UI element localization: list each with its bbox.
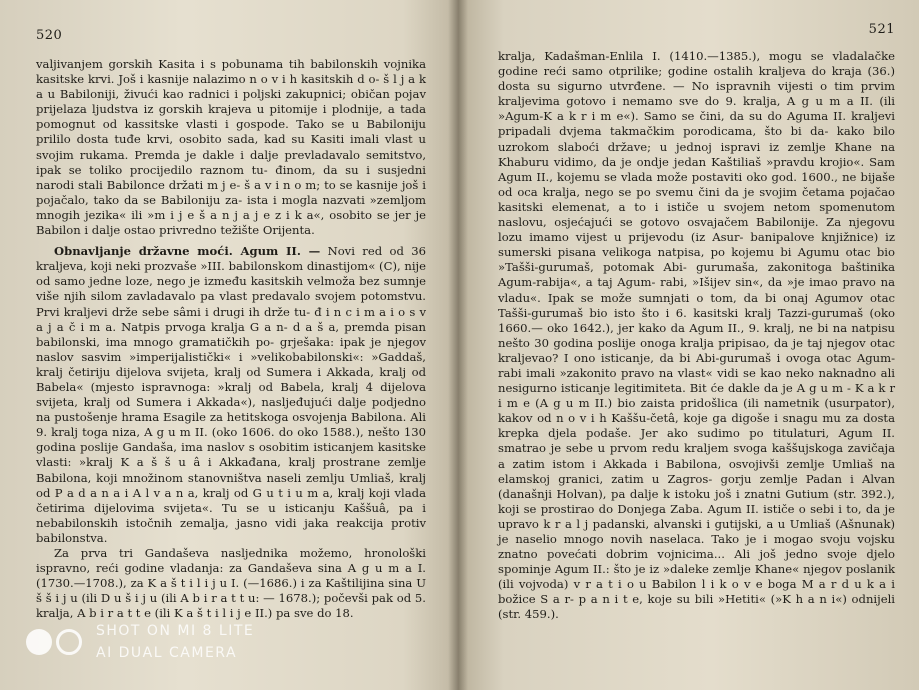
watermark-line-1: SHOT ON MI 8 LITE [96,623,255,639]
right-page-text [498,49,895,623]
page-number-left: 520 [36,28,63,43]
dual-camera-logo-icon [26,627,86,657]
paragraph: kralja, Kadašman-Enlila I. (1410.—1385.), mogu se vladalačke godine reći samo otprilike; godine ostalih kraljeva do kraja (36.) dosta su sigurno utvrđene. — No ispravnih vijesti o tim prvim kraljevima gotovo i nemamo sve do 9. kralja, A g u m a II. (ili »Agum-K a k r i m e«). Samo se čini, da su do Aguma II. kraljevi pripadali dvjema takmačkim porodicama, što bi da- kako bilo uzrokom slaboći države; u jednoj ispravi iz zemlje Khane na Khaburu vidimo, da je ondje jedan Kaštiliaš »pravdu krojio«. Sam Agum II., kojemu se vlada može postaviti oko god. 1600., ne bijaše od oca kralja, nego se po svemu čini da je svojim četama pojačao kasitski elemenat, a to i ističe u svojem netom spomenutom naslovu, osjećajući se gotovo osvajačem Babilonije. Za njegovu lozu imamo vijest u prijevodu (iz Asur- banipalove knjižnice) iz sumerski pisana velikoga natpisa, po kojemu bi Agumu otac bio »Tašši-gurumaš, potomak Abi- gurumaša, zakonitoga baštinika Agum-rabija«, a taj Agum- rabi, »Išijev sin«, da »je imao pravo na vladu«. Ipak se može sumnjati o tom, da bi onaj Agumov otac Tašši-gurumaš bio isto što i 6. kasitski kralj Tazzi-gurumaš (oko 1660.— oko 1642.), jer kako da Agum II., 9. kralj, ne bi na natpisu nešto 30 godina poslije onoga kralja pripisao, da je taj njegov otac kraljevao? I ono isticanje, da bi Abi-gurumaš i ovoga otac Agum-rabi imali »zakonito pravo na vlast« vidi se kao neko naknadno ali nesigurno isticanje legitimiteta. Bit će dakle da je A g u m - K a k r i m e (A g u m II.) bio zaista pridošlica (ili nametnik (usurpator), kakov od n o v i h Kaššu-četâ, koje ga digoše i snagu mu za dosta krepka djela podaše. Jer ako sudimo po titulaturi, Agum II. smatrao je sebe u prvom redu kraljem svoga kaššujskoga zavičaja a zatim istom i Akkada i Babilona, osvojivši zemlje Umliaš na elamskoj granici, zatim u Zagros- gorju zemlje Padan i Alvan (današnji Holvan), pa dalje k istoku još i znatni Gutium (str. 392.), koji se prostirao do Donjega Zaba. Agum II. ističe o sebi i to, da je upravo k r a l j padanski, alvanski i gutijski, a u Umliaš (Ašnunak) je naselio mnogo novih naselaca. Tako je i mogao svoju vojsku znatno povećati dobrim vojnicima... Ali još jedno svoje djelo spominje Agum II.: što je iz »daleke zemlje Khane« njegov poslanik (ili vojvoda) v r a t i o u Babilon l i k o v e boga M a r d u k a i božice S a r- p a n i t e, koje su bili »Hetiti« (»K h a n i«) odnijeli (str. 459.). [498,49,895,622]
watermark-text [96,620,254,664]
camera-watermark [26,620,254,664]
paragraph: Za prva tri Gandaševa nasljednika možemo, hronološki ispravno, reći godine vladanja: za Gandaševa sina A g u m a I. (1730.—1708.), za K a š t i l i j u I. (—1686.) i za Kaštilijina sina U š š i j u (ili D u š i j u (ili A b i r a t t u: — 1678.); počevši pak od 5. kralja, A b i r a t t e (ili K a š t i l i j e II.) pa sve do 18. [36,546,426,621]
section-title: Obnavljanje državne moći. Agum II. — [54,244,321,259]
left-page-text [36,57,426,621]
right-page [458,0,919,690]
watermark-line-2: AI DUAL CAMERA [96,645,238,661]
book-gutter [448,0,468,690]
left-page [0,0,458,690]
paragraph-body: Novi red od 36 kraljeva, koji neki prozvaše »III. babilonskom dinastijom« (C), nije od samo jedne loze, nego je između kasitskih velmoža bez sumnje više njih silom zavladavalo pa vlast predavalo svojem potomstvu. Prvi kraljevi drže sebe sâmi i drugi ih drže tu- đ i n c i m a i o s v a j a č i m a. Natpis prvoga kralja G a n- d a š a, premda pisan babilonski, ima mnogo gramatičkih po- grješaka: ipak je njegov naslov sasvim »imperijalistički« i »velikobabilonski«: »Gaddaš, kralj četiriju dijelova svijeta, kralj od Sumera i Akkada, kralj od Babela« (mjesto ispravnoga: »kralj od Babela, kralj 4 dijelova svijeta, kralj od Sumera i Akkada«), nasljeđujući dalje podjedno na pustošenje hrama Esagile za hetitskoga osvojenja Babilona. Ali 9. kralj toga niza, A g u m II. (oko 1606. do oko 1588.), nešto 130 godina poslije Gandaša, ima naslov s osobitim isticanjem kasitske vlasti: »kralj K a š š u â i Akkađana, kralj prostrane zemlje Babilona, koji množinom stanovništva naseli zemlju Umliaš, kralj od P a d a n a i A l v a n a, kralj od G u t i u m a, kralj koji vlada četirima dijelovima svijeta«. Tu se u isticanju Kaššuâ, pa i nebabilonskih istočnih zemalja, jasno vidi jaka reakcija protiv babilonstva. [36,244,427,545]
paragraph: valjivanjem gorskih Kasita i s pobunama tih babilonskih vojnika kasitske krvi. Još i kasnije nalazimo n o v i h kasitskih d o- š l j a k a u Babiloniji, živući kao radnici i poljski zakupnici; običan pojav prijelaza ljudstva iz gorskih krajeva u pitomije i plodnije, a tada pomognut od kassitske vlasti i gospode. Tako se u Babiloniju prililo dosta tuđe krvi, osobito sada, kad su Kasiti imali vlast u svojim rukama. Premda je dakle i dalje prevladavalo semitstvo, ipak se toliko procijedilo raznom tu- đinom, da su i susjedni narodi stali Babilonce držati m j e- š a v i n o m; to se kasnije još i pojačalo, tako da se Babiloniju za- ista i mogla nazvati »zemljom mnogih jezika« ili »m i j e š a n j a j e z i k a«, osobito se jer je Babilon i dalje ostao privredno težište Orijenta. [36,57,426,238]
paragraph-section [36,244,426,546]
page-number-right: 521 [868,22,895,37]
